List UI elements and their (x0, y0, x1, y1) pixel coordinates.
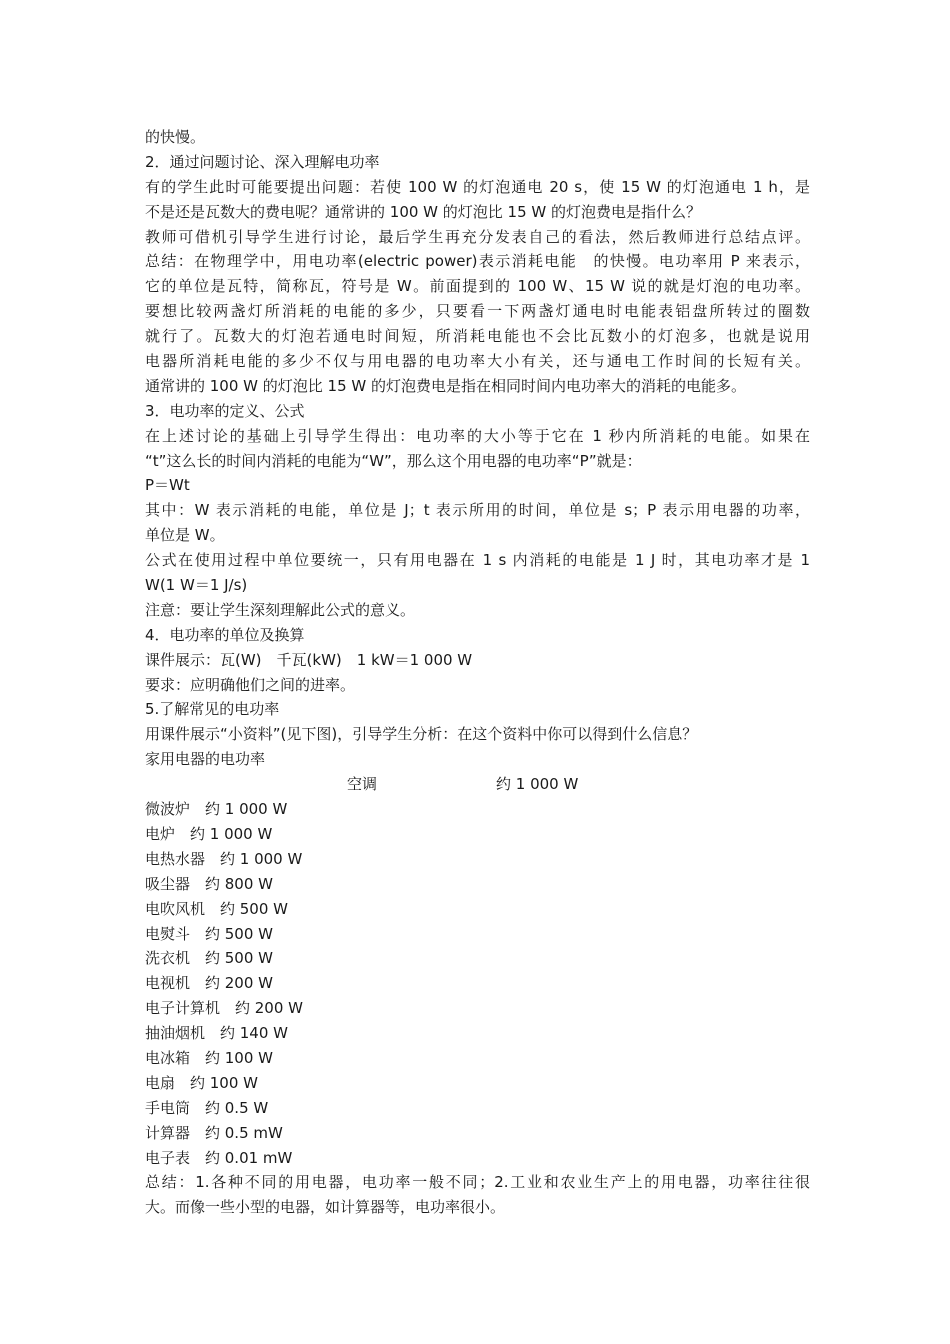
text-line: 公式在使用过程中单位要统一，只有用电器在 1 s 内消耗的电能是 1 J 时，其电功率才是 1 (145, 551, 810, 570)
text-line: 不是还是瓦数大的费电呢？通常讲的 100 W 的灯泡比 15 W 的灯泡费电是指什么？ (145, 202, 701, 221)
text-line: 有的学生此时可能要提出问题：若使 100 W 的灯泡通电 20 s，使 15 W 的灯泡通电 1 h，是 (145, 177, 810, 196)
text-line: 用课件展示“小资料”(见下图)，引导学生分析：在这个资料中你可以得到什么信息？ (145, 725, 698, 744)
text-line: 在上述讨论的基础上引导学生得出：电功率的大小等于它在 1 秒内所消耗的电能。如果在 (145, 426, 810, 445)
text-line: W(1 W＝1 J/s) (145, 576, 248, 595)
summary-line: 大。而像一些小型的电器，如计算器等，电功率很小。 (145, 1198, 506, 1217)
appliance-row: 洗衣机 约 500 W (145, 949, 273, 968)
appliance-row: 电炉 约 1 000 W (145, 824, 273, 843)
appliance-row: 电冰箱 约 100 W (145, 1048, 273, 1067)
text-line: 总结：在物理学中，用电功率(electric power)表示消耗电能 的快慢。电功率用 P 来表示， (145, 252, 810, 271)
appliance-row: 微波炉 约 1 000 W (145, 800, 288, 819)
text-line: “t”这么长的时间内消耗的电能为“W”，那么这个用电器的电功率“P”就是： (145, 451, 642, 470)
appliance-row: 电子表 约 0.01 mW (145, 1148, 293, 1167)
section-heading: 3．电功率的定义、公式 (145, 401, 305, 420)
formula: P＝Wt (145, 476, 190, 495)
summary-line: 总结：1.各种不同的用电器，电功率一般不同；2.工业和农业生产上的用电器，功率往往很 (145, 1173, 810, 1192)
text-line: 课件展示：瓦(W) 千瓦(kW) 1 kW＝1 000 W (145, 650, 473, 669)
appliance-row: 电热水器 约 1 000 W (145, 849, 303, 868)
appliance-row-ac (145, 772, 810, 797)
text-line: 的快慢。 (145, 128, 206, 146)
section-heading: 2．通过问题讨论、深入理解电功率 (145, 152, 380, 171)
appliance-row: 电熨斗 约 500 W (145, 924, 273, 943)
appliance-row: 手电筒 约 0.5 W (145, 1098, 269, 1117)
section-heading: 4．电功率的单位及换算 (145, 625, 305, 644)
appliance-row: 电吹风机 约 500 W (145, 899, 288, 918)
document-body (145, 125, 810, 1220)
appliance-row: 电子计算机 约 200 W (145, 999, 303, 1018)
table-title: 家用电器的电功率 (145, 750, 266, 769)
section-heading: 5.了解常见的电功率 (145, 700, 280, 719)
text-line: 要想比较两盏灯所消耗的电能的多少，只要看一下两盏灯通电时电能表铝盘所转过的圈数 (145, 302, 810, 321)
appliance-row: 电视机 约 200 W (145, 974, 273, 993)
text-line: 通常讲的 100 W 的灯泡比 15 W 的灯泡费电是指在相同时间内电功率大的消耗的电能多。 (145, 376, 746, 395)
text-line: 其中：W 表示消耗的电能，单位是 J；t 表示所用的时间，单位是 s；P 表示用电器的功率， (145, 501, 810, 520)
text-line: 注意：要让学生深刻理解此公式的意义。 (145, 600, 416, 619)
appliance-power: 约 1 000 W (496, 775, 579, 794)
appliance-row: 计算器 约 0.5 mW (145, 1123, 283, 1142)
text-line: 教师可借机引导学生进行讨论，最后学生再充分发表自己的看法，然后教师进行总结点评。 (145, 227, 810, 246)
appliance-row: 电扇 约 100 W (145, 1073, 258, 1092)
text-line: 单位是 W。 (145, 526, 225, 545)
text-line: 电器所消耗电能的多少不仅与用电器的电功率大小有关，还与通电工作时间的长短有关。 (145, 352, 810, 371)
text-line: 要求：应明确他们之间的进率。 (145, 675, 356, 694)
appliance-row: 吸尘器 约 800 W (145, 874, 273, 893)
text-line: 它的单位是瓦特，简称瓦，符号是 W。前面提到的 100 W、15 W 说的就是灯泡的电功率。 (145, 277, 810, 296)
appliance-row: 抽油烟机 约 140 W (145, 1024, 288, 1043)
text-line: 就行了。瓦数大的灯泡若通电时间短，所消耗电能也不会比瓦数小的灯泡多，也就是说用 (145, 327, 810, 346)
appliance-name: 空调 (347, 775, 378, 794)
